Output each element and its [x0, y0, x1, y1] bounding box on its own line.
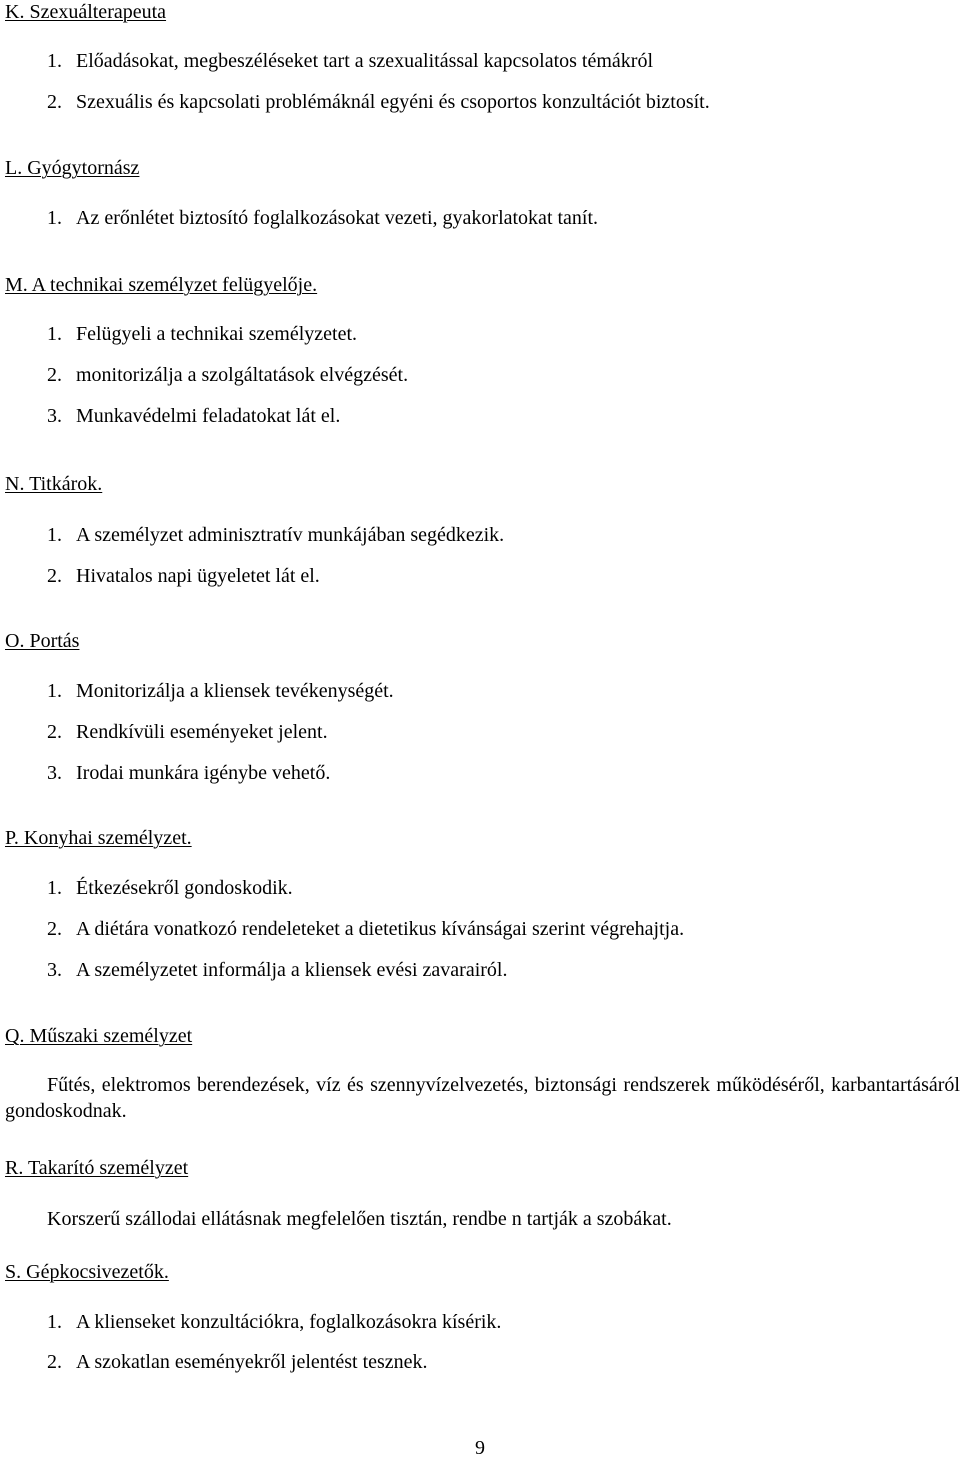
list-item — [47, 722, 328, 742]
list-item — [47, 92, 710, 112]
item-number: 2. — [47, 364, 62, 386]
list-item — [47, 365, 408, 385]
item-text: monitorizálja a szolgáltatások elvégzését. — [76, 364, 409, 386]
item-number: 1. — [47, 524, 62, 546]
section-heading-l: L. Gyógytornász — [5, 157, 140, 179]
item-text: Felügyeli a technikai személyzetet. — [76, 323, 357, 345]
item-number: 3. — [47, 762, 62, 784]
section-heading-k: K. Szexuálterapeuta — [5, 1, 167, 23]
item-number: 2. — [47, 91, 62, 113]
item-number: 1. — [47, 877, 62, 899]
item-text: A személyzet adminisztratív munkájában segédkezik. — [76, 524, 505, 546]
item-number: 3. — [47, 405, 62, 427]
list-item — [47, 208, 598, 228]
item-text: Az erőnlétet biztosító foglalkozásokat vezeti, gyakorlatokat tanít. — [76, 207, 599, 229]
list-item — [47, 406, 340, 426]
item-number: 3. — [47, 959, 62, 981]
item-text: A személyzetet informálja a kliensek evési zavarairól. — [76, 959, 508, 981]
item-number: 1. — [47, 1311, 62, 1333]
list-item — [47, 919, 684, 939]
item-text: Irodai munkára igénybe vehető. — [76, 762, 331, 784]
item-number: 1. — [47, 323, 62, 345]
section-heading-r: R. Takarító személyzet — [5, 1157, 189, 1179]
list-item — [47, 51, 653, 71]
section-heading-q: Q. Műszaki személyzet — [5, 1025, 193, 1047]
section-paragraph-q: Fűtés, elektromos berendezések, víz és szennyvízelvezetés, biztonsági rendszerek működéséről, karbantartásáról gondoskodnak. — [5, 1074, 960, 1122]
page-number: 9 — [475, 1437, 485, 1459]
item-text: A szokatlan eseményekről jelentést tesznek. — [76, 1351, 428, 1373]
section-paragraph-r: Korszerű szállodai ellátásnak megfelelően tisztán, rendbe n tartják a szobákat. — [47, 1208, 672, 1230]
item-number: 2. — [47, 918, 62, 940]
list-item — [47, 681, 394, 701]
item-number: 2. — [47, 1351, 62, 1373]
item-text: Előadásokat, megbeszéléseket tart a szexualitással kapcsolatos témákról — [76, 50, 654, 72]
item-number: 2. — [47, 565, 62, 587]
section-heading-s: S. Gépkocsivezetők. — [5, 1261, 169, 1283]
list-item — [47, 878, 293, 898]
item-text: Étkezésekről gondoskodik. — [76, 877, 293, 899]
item-text: Szexuális és kapcsolati problémáknál egyéni és csoportos konzultációt biztosít. — [76, 91, 710, 113]
item-number: 1. — [47, 207, 62, 229]
item-text: A klienseket konzultációkra, foglalkozásokra kísérik. — [76, 1311, 502, 1333]
section-heading-p: P. Konyhai személyzet. — [5, 827, 192, 849]
item-text: Monitorizálja a kliensek tevékenységét. — [76, 680, 394, 702]
list-item — [47, 566, 320, 586]
item-number: 1. — [47, 50, 62, 72]
list-item — [47, 1312, 501, 1332]
item-text: A diétára vonatkozó rendeleteket a dietetikus kívánságai szerint végrehajtja. — [76, 918, 685, 940]
list-item — [47, 324, 357, 344]
item-text: Rendkívüli eseményeket jelent. — [76, 721, 328, 743]
item-text: Hivatalos napi ügyeletet lát el. — [76, 565, 320, 587]
item-number: 2. — [47, 721, 62, 743]
section-heading-m: M. A technikai személyzet felügyelője. — [5, 274, 318, 296]
list-item — [47, 763, 330, 783]
item-text: Munkavédelmi feladatokat lát el. — [76, 405, 341, 427]
list-item — [47, 960, 507, 980]
list-item — [47, 1352, 428, 1372]
section-heading-o: O. Portás — [5, 630, 80, 652]
item-number: 1. — [47, 680, 62, 702]
list-item — [47, 525, 504, 545]
section-heading-n: N. Titkárok. — [5, 473, 103, 495]
